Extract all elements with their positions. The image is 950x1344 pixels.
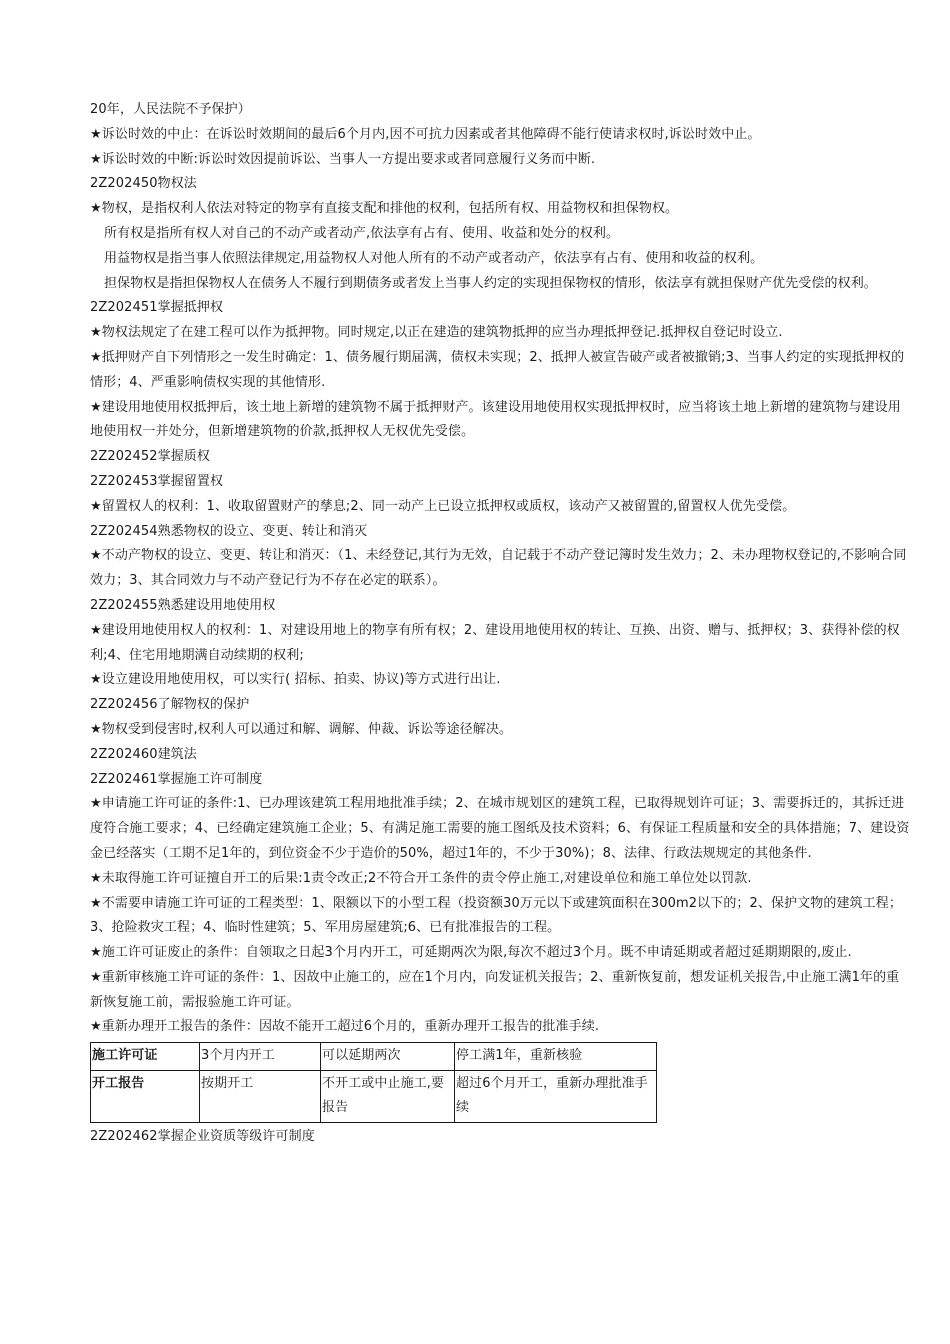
paragraph: 所有权是指所有权人对自己的不动产或者动产,依法享有占有、使用、收益和处分的权利。 [104,225,620,241]
paragraph: 2Z202454熟悉物权的设立、变更、转让和消灭 [90,523,368,539]
paragraph: ★重新办理开工报告的条件：因故不能开工超过6个月的，重新办理开工报告的批准手续. [90,1019,600,1035]
paragraph: ★抵押财产自下列情形之一发生时确定：1、债务履行期届满，债权未实现；2、抵押人被宣告破产或者被撤销;3、当事人约定的实现抵押权的情形；4、严重影响债权实现的其他情形. [90,349,905,390]
paragraph: ★物权受到侵害时,权利人可以通过和解、调解、仲裁、诉讼等途径解决。 [90,721,513,737]
paragraph: ★建设用地使用权抵押后，该土地上新增的建筑物不属于抵押财产。该建设用地使用权实现抵押权时，应当将该土地上新增的建筑物与建设用地使用权一并处分，但新增建筑物的价款,抵押权人无权优先受偿。 [90,399,901,440]
paragraph: 用益物权是指当事人依照法律规定,用益物权人对他人所有的不动产或者动产，依法享有占有、使用和收益的权利。 [104,250,764,266]
paragraph: ★不需要申请施工许可证的工程类型：1、限额以下的小型工程（投资额30万元以下或建筑面积在300m2以下的；2、保护文物的建筑工程；3、抢险救灾工程；4、临时性建筑；5、军用房屋建筑;6、已有批准报告的工程。 [90,895,902,936]
paragraph: ★建设用地使用权人的权利：1、对建设用地上的物享有所有权；2、建设用地使用权的转让、互换、出资、赠与、抵押权；3、获得补偿的权利;4、住宅用地期满自动续期的权利; [90,622,900,663]
table-cell-header: 施工许可证 [91,1043,200,1071]
paragraph: 2Z202455熟悉建设用地使用权 [90,597,276,613]
table-cell: 超过6个月开工，重新办理批准手续 [455,1071,657,1123]
document-page [90,98,910,1150]
table-cell: 可以延期两次 [321,1043,455,1071]
paragraph: ★重新审核施工许可证的条件：1、因故中止施工的，应在1个月内，向发证机关报告；2、重新恢复前，想发证机关报告,中止施工满1年的重新恢复施工前，需报验施工许可证。 [90,969,900,1010]
table-cell: 3个月内开工 [200,1043,321,1071]
paragraph: ★留置权人的权利：1、收取留置财产的孳息;2、同一动产上已设立抵押权或质权，该动产又被留置的,留置权人优先受偿。 [90,498,796,514]
paragraph: 2Z202452掌握质权 [90,449,211,465]
paragraph: 2Z202460建筑法 [90,746,197,762]
comparison-table [90,1042,657,1123]
paragraph: 2Z202453掌握留置权 [90,473,224,489]
paragraph: 2Z202456了解物权的保护 [90,697,250,713]
paragraph: ★不动产物权的设立、变更、转让和消灭：（1、未经登记,其行为无效，自记载于不动产登记簿时发生效力；2、未办理物权登记的,不影响合同效力；3、其合同效力与不动产登记行为不存在必定的联系）。 [90,548,907,589]
paragraph: ★诉讼时效的中断:诉讼时效因提前诉讼、当事人一方提出要求或者同意履行义务而中断. [90,151,596,167]
paragraph-list [90,98,910,1040]
paragraph: ★诉讼时效的中止：在诉讼时效期间的最后6个月内,因不可抗力因素或者其他障碍不能行使请求权时,诉讼时效中止。 [90,126,761,142]
paragraph: ★未取得施工许可证擅自开工的后果:1责令改正;2不符合开工条件的责令停止施工,对建设单位和施工单位处以罚款. [90,870,752,886]
table-cell: 不开工或中止施工,要报告 [321,1071,455,1123]
paragraph: 2Z202461掌握施工许可制度 [90,771,263,787]
paragraph: 2Z202450物权法 [90,176,197,192]
table-cell-header: 开工报告 [91,1071,200,1123]
paragraph: ★物权，是指权利人依法对特定的物享有直接支配和排他的权利，包括所有权、用益物权和担保物权。 [90,201,679,217]
table-row [91,1071,657,1123]
paragraph: ★设立建设用地使用权，可以实行( 招标、拍卖、协议)等方式进行出让. [90,672,501,688]
table-cell: 按期开工 [200,1071,321,1123]
paragraph: 20年，人民法院不予保护） [90,102,251,117]
paragraph: 担保物权是指担保物权人在债务人不履行到期债务或者发上当事人约定的实现担保物权的情形，依法享有就担保财产优先受偿的权利。 [104,275,877,291]
section-heading: 2Z202462掌握企业资质等级许可制度 [90,1129,315,1145]
paragraph: ★物权法规定了在建工程可以作为抵押物。同时规定,以正在建造的建筑物抵押的应当办理抵押登记.抵押权自登记时设立. [90,325,783,341]
paragraph: ★申请施工许可证的条件:1、已办理该建筑工程用地批准手续；2、在城市规划区的建筑工程，已取得规划许可证；3、需要拆迁的，其拆迁进度符合施工要求；4、已经确定建筑施工企业；5、有满足施工需要的施工图纸及技术资料；6、有保证工程质量和安全的具体措施；7、建设资金已经落实（工期不足1年的，到位资金不少于造价的50%，超过1年的，不少于30%)；8、法律、行政法规规定的其他条件. [90,796,910,861]
table-row [91,1043,657,1071]
table-cell: 停工满1年，重新核验 [455,1043,657,1071]
paragraph: 2Z202451掌握抵押权 [90,300,224,316]
paragraph: ★施工许可证废止的条件：自领取之日起3个月内开工，可延期两次为限,每次不超过3个月。既不申请延期或者超过延期期限的,废止. [90,945,852,961]
